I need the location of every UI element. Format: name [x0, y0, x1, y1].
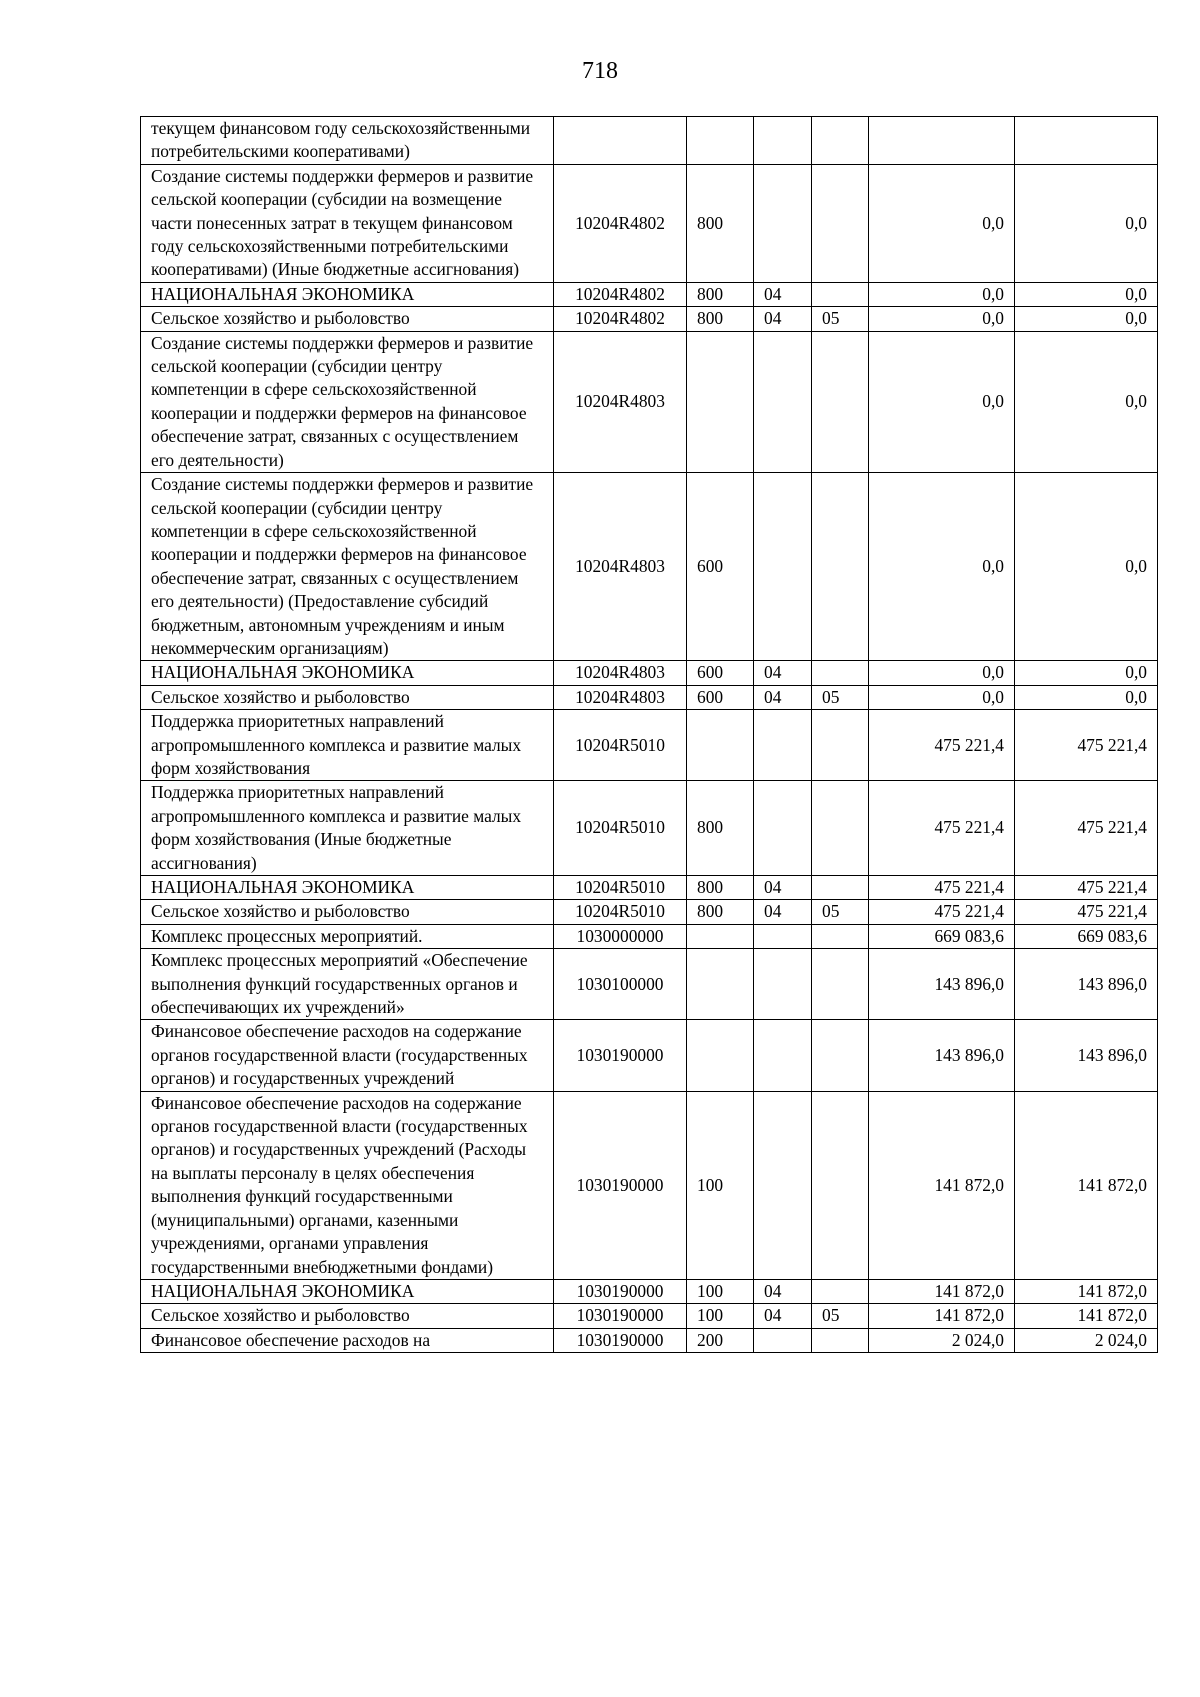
row-amount-year1-cell: 143 896,0: [869, 1020, 1015, 1091]
row-name-cell: Создание системы поддержки фермеров и развитие сельской кооперации (субсидии на возмещение части понесенных затрат в текущем финансовом году сельскохозяйственными потребительскими кооперативами) (Иные бюджетные ассигнования): [141, 164, 554, 282]
row-section-cell: 04: [754, 1304, 812, 1328]
row-amount-year1-cell: 143 896,0: [869, 949, 1015, 1020]
row-section-cell: 04: [754, 900, 812, 924]
row-subsection-cell: [812, 331, 869, 472]
row-code-cell: 1030190000: [554, 1020, 687, 1091]
row-name-cell: Сельское хозяйство и рыболовство: [141, 900, 554, 924]
row-amount-year2-cell: 141 872,0: [1015, 1279, 1158, 1303]
row-name-cell: Финансовое обеспечение расходов на содержание органов государственной власти (государственных органов) и государственных учреждений (Расходы на выплаты персоналу в целях обеспечения выполнения функций государственными (муниципальными) органами, казенными учреждениями, органами управления государственными внебюджетными фондами): [141, 1091, 554, 1279]
row-name-cell: Создание системы поддержки фермеров и развитие сельской кооперации (субсидии центру компетенции в сфере сельскохозяйственной кооперации и поддержки фермеров на финансовое обеспечение затрат, связанных с осуществлением его деятельности): [141, 331, 554, 472]
row-code-cell: 1030100000: [554, 949, 687, 1020]
row-code-cell: 10204R4802: [554, 307, 687, 331]
row-subsection-cell: [812, 1020, 869, 1091]
row-subsection-cell: [812, 949, 869, 1020]
row-amount-year1-cell: 0,0: [869, 164, 1015, 282]
row-amount-year1-cell: 669 083,6: [869, 924, 1015, 948]
row-code-cell: 10204R5010: [554, 710, 687, 781]
row-expense-type-cell: [687, 1020, 754, 1091]
row-code-cell: 1030190000: [554, 1279, 687, 1303]
row-section-cell: [754, 710, 812, 781]
row-name-cell: Сельское хозяйство и рыболовство: [141, 1304, 554, 1328]
row-code-cell: 1030000000: [554, 924, 687, 948]
row-name-cell: НАЦИОНАЛЬНАЯ ЭКОНОМИКА: [141, 661, 554, 685]
row-amount-year2-cell: 0,0: [1015, 473, 1158, 661]
row-section-cell: 04: [754, 1279, 812, 1303]
row-section-cell: [754, 1091, 812, 1279]
table-row: [141, 282, 1158, 306]
row-subsection-cell: [812, 781, 869, 876]
row-amount-year2-cell: 141 872,0: [1015, 1091, 1158, 1279]
row-subsection-cell: [812, 117, 869, 165]
row-code-cell: 1030190000: [554, 1304, 687, 1328]
row-section-cell: [754, 924, 812, 948]
table-row: [141, 900, 1158, 924]
row-amount-year1-cell: 2 024,0: [869, 1328, 1015, 1352]
row-expense-type-cell: 800: [687, 900, 754, 924]
row-name-cell: Сельское хозяйство и рыболовство: [141, 685, 554, 709]
row-section-cell: 04: [754, 876, 812, 900]
row-amount-year2-cell: 0,0: [1015, 685, 1158, 709]
row-expense-type-cell: 800: [687, 781, 754, 876]
table-row: [141, 1279, 1158, 1303]
table-row: [141, 1091, 1158, 1279]
row-amount-year1-cell: 475 221,4: [869, 781, 1015, 876]
row-code-cell: 10204R4803: [554, 331, 687, 472]
row-section-cell: 04: [754, 282, 812, 306]
table-row: [141, 473, 1158, 661]
row-expense-type-cell: [687, 924, 754, 948]
row-amount-year1-cell: 475 221,4: [869, 876, 1015, 900]
row-subsection-cell: [812, 876, 869, 900]
row-section-cell: [754, 1020, 812, 1091]
table-row: [141, 781, 1158, 876]
row-amount-year1-cell: 475 221,4: [869, 900, 1015, 924]
table-row: [141, 1328, 1158, 1352]
row-amount-year1-cell: 0,0: [869, 282, 1015, 306]
row-code-cell: 10204R4803: [554, 685, 687, 709]
row-code-cell: 10204R4802: [554, 164, 687, 282]
row-name-cell: Финансовое обеспечение расходов на содержание органов государственной власти (государственных органов) и государственных учреждений: [141, 1020, 554, 1091]
row-code-cell: 10204R4802: [554, 282, 687, 306]
row-expense-type-cell: 800: [687, 307, 754, 331]
row-amount-year2-cell: 0,0: [1015, 164, 1158, 282]
row-code-cell: 10204R4803: [554, 473, 687, 661]
table-row: [141, 949, 1158, 1020]
row-expense-type-cell: 600: [687, 661, 754, 685]
table-row: [141, 876, 1158, 900]
row-code-cell: 1030190000: [554, 1091, 687, 1279]
row-subsection-cell: [812, 924, 869, 948]
row-expense-type-cell: 100: [687, 1279, 754, 1303]
row-subsection-cell: [812, 473, 869, 661]
row-code-cell: 10204R4803: [554, 661, 687, 685]
row-expense-type-cell: 800: [687, 876, 754, 900]
budget-table: [140, 116, 1158, 1353]
row-code-cell: 10204R5010: [554, 876, 687, 900]
row-expense-type-cell: [687, 331, 754, 472]
row-code-cell: 10204R5010: [554, 781, 687, 876]
row-expense-type-cell: [687, 117, 754, 165]
row-section-cell: [754, 781, 812, 876]
row-amount-year2-cell: 475 221,4: [1015, 900, 1158, 924]
row-subsection-cell: [812, 661, 869, 685]
row-subsection-cell: 05: [812, 685, 869, 709]
row-section-cell: [754, 473, 812, 661]
row-amount-year1-cell: 141 872,0: [869, 1304, 1015, 1328]
row-expense-type-cell: 100: [687, 1304, 754, 1328]
row-name-cell: Поддержка приоритетных направлений агропромышленного комплекса и развитие малых форм хозяйствования (Иные бюджетные ассигнования): [141, 781, 554, 876]
row-amount-year1-cell: [869, 117, 1015, 165]
row-section-cell: [754, 331, 812, 472]
row-subsection-cell: 05: [812, 1304, 869, 1328]
row-subsection-cell: [812, 1328, 869, 1352]
row-amount-year1-cell: 475 221,4: [869, 710, 1015, 781]
row-amount-year2-cell: 475 221,4: [1015, 710, 1158, 781]
row-amount-year1-cell: 0,0: [869, 307, 1015, 331]
row-subsection-cell: [812, 1091, 869, 1279]
row-name-cell: Поддержка приоритетных направлений агропромышленного комплекса и развитие малых форм хозяйствования: [141, 710, 554, 781]
row-section-cell: [754, 949, 812, 1020]
row-code-cell: 1030190000: [554, 1328, 687, 1352]
row-name-cell: НАЦИОНАЛЬНАЯ ЭКОНОМИКА: [141, 876, 554, 900]
row-name-cell: НАЦИОНАЛЬНАЯ ЭКОНОМИКА: [141, 1279, 554, 1303]
row-name-cell: Сельское хозяйство и рыболовство: [141, 307, 554, 331]
row-amount-year2-cell: 2 024,0: [1015, 1328, 1158, 1352]
row-section-cell: [754, 117, 812, 165]
row-amount-year2-cell: 475 221,4: [1015, 781, 1158, 876]
row-amount-year2-cell: [1015, 117, 1158, 165]
row-amount-year1-cell: 0,0: [869, 331, 1015, 472]
row-name-cell: Комплекс процессных мероприятий «Обеспечение выполнения функций государственных органов и обеспечивающих их учреждений»: [141, 949, 554, 1020]
table-row: [141, 710, 1158, 781]
row-section-cell: [754, 1328, 812, 1352]
row-amount-year2-cell: 0,0: [1015, 331, 1158, 472]
row-amount-year2-cell: 0,0: [1015, 282, 1158, 306]
table-row: [141, 1020, 1158, 1091]
row-section-cell: [754, 164, 812, 282]
row-expense-type-cell: 200: [687, 1328, 754, 1352]
row-amount-year2-cell: 143 896,0: [1015, 1020, 1158, 1091]
page-number: 718: [582, 58, 618, 84]
row-amount-year2-cell: 0,0: [1015, 307, 1158, 331]
table-row: [141, 331, 1158, 472]
row-name-cell: Создание системы поддержки фермеров и развитие сельской кооперации (субсидии центру компетенции в сфере сельскохозяйственной кооперации и поддержки фермеров на финансовое обеспечение затрат, связанных с осуществлением его деятельности) (Предоставление субсидий бюджетным, автономным учреждениям и иным некоммерческим организациям): [141, 473, 554, 661]
row-amount-year2-cell: 141 872,0: [1015, 1304, 1158, 1328]
table-row: [141, 164, 1158, 282]
row-code-cell: [554, 117, 687, 165]
row-subsection-cell: 05: [812, 900, 869, 924]
row-amount-year1-cell: 0,0: [869, 473, 1015, 661]
row-subsection-cell: [812, 282, 869, 306]
row-subsection-cell: 05: [812, 307, 869, 331]
row-section-cell: 04: [754, 685, 812, 709]
row-expense-type-cell: [687, 949, 754, 1020]
row-name-cell: текущем финансовом году сельскохозяйственными потребительскими кооперативами): [141, 117, 554, 165]
row-amount-year1-cell: 141 872,0: [869, 1279, 1015, 1303]
table-row: [141, 685, 1158, 709]
row-name-cell: Комплекс процессных мероприятий.: [141, 924, 554, 948]
row-section-cell: 04: [754, 661, 812, 685]
row-subsection-cell: [812, 164, 869, 282]
table-row: [141, 117, 1158, 165]
row-expense-type-cell: 600: [687, 685, 754, 709]
row-section-cell: 04: [754, 307, 812, 331]
table-row: [141, 1304, 1158, 1328]
row-amount-year1-cell: 141 872,0: [869, 1091, 1015, 1279]
row-amount-year1-cell: 0,0: [869, 685, 1015, 709]
table-row: [141, 661, 1158, 685]
table-row: [141, 924, 1158, 948]
table-row: [141, 307, 1158, 331]
row-amount-year2-cell: 669 083,6: [1015, 924, 1158, 948]
row-amount-year2-cell: 0,0: [1015, 661, 1158, 685]
row-expense-type-cell: 600: [687, 473, 754, 661]
row-amount-year2-cell: 143 896,0: [1015, 949, 1158, 1020]
row-amount-year1-cell: 0,0: [869, 661, 1015, 685]
row-amount-year2-cell: 475 221,4: [1015, 876, 1158, 900]
row-expense-type-cell: 800: [687, 282, 754, 306]
row-subsection-cell: [812, 1279, 869, 1303]
row-code-cell: 10204R5010: [554, 900, 687, 924]
row-expense-type-cell: 800: [687, 164, 754, 282]
row-subsection-cell: [812, 710, 869, 781]
row-name-cell: Финансовое обеспечение расходов на: [141, 1328, 554, 1352]
row-expense-type-cell: [687, 710, 754, 781]
row-expense-type-cell: 100: [687, 1091, 754, 1279]
row-name-cell: НАЦИОНАЛЬНАЯ ЭКОНОМИКА: [141, 282, 554, 306]
